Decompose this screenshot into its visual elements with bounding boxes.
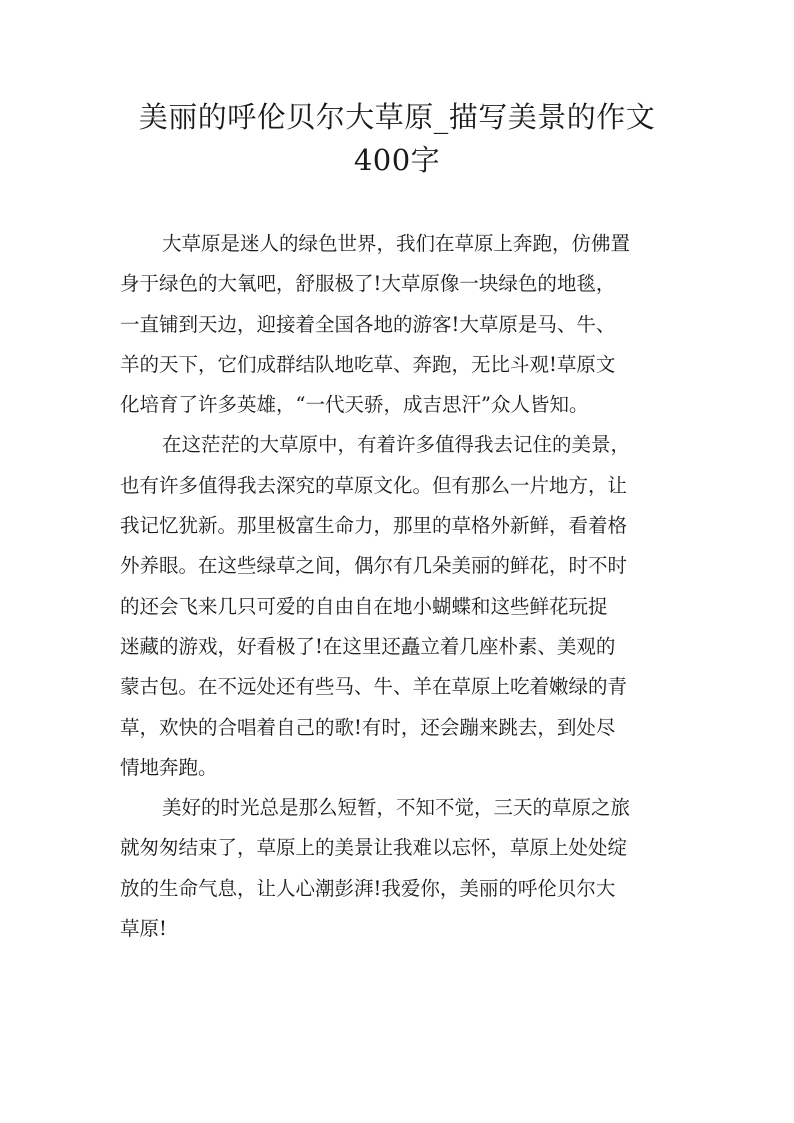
paragraph <box>120 788 680 949</box>
text-line: 也有许多值得我去深究的草原文化。但有那么一片地方，让 <box>120 473 628 497</box>
paragraph <box>120 224 680 425</box>
text-line: 美好的时光总是那么短暂，不知不觉，三天的草原之旅 <box>162 796 631 820</box>
text-line: 就匆匆结束了，草原上的美景让我难以忘怀，草原上处处绽 <box>120 836 628 860</box>
title-line-2: 400字 <box>353 143 441 177</box>
text-line: 的还会飞来几只可爱的自由自在地小蝴蝶和这些鲜花玩捉 <box>120 594 608 618</box>
text-line: 外养眼。在这些绿草之间，偶尔有几朵美丽的鲜花，时不时 <box>120 554 628 578</box>
text-line: 身于绿色的大氧吧，舒服极了!大草原像一块绿色的地毯， <box>120 272 616 296</box>
title-line-1: 美丽的呼伦贝尔大草原_描写美景的作文 <box>138 100 656 134</box>
text-line: 情地奔跑。 <box>120 755 218 779</box>
paragraph <box>120 425 680 788</box>
text-line: 在这茫茫的大草原中，有着许多值得我去记住的美景， <box>162 433 631 457</box>
text-line: 我记忆犹新。那里极富生命力，那里的草格外新鲜，看着格 <box>120 514 628 538</box>
text-line: 化培育了许多英雄，“一代天骄，成吉思汗”众人皆知。 <box>120 393 589 417</box>
text-line: 放的生命气息，让人心潮彭湃!我爱你，美丽的呼伦贝尔大 <box>120 876 616 900</box>
text-line: 蒙古包。在不远处还有些马、牛、羊在草原上吃着嫩绿的青 <box>120 675 628 699</box>
document-title <box>0 96 794 182</box>
text-line: 迷藏的游戏，好看极了!在这里还矗立着几座朴素、美观的 <box>120 634 616 658</box>
text-line: 草，欢快的合唱着自己的歌!有时，还会蹦来跳去，到处尽 <box>120 715 616 739</box>
text-line: 一直铺到天边，迎接着全国各地的游客!大草原是马、牛、 <box>120 312 616 336</box>
text-line: 羊的天下，它们成群结队地吃草、奔跑，无比斗观!草原文 <box>120 352 616 376</box>
document-body <box>120 224 680 949</box>
text-line: 草原! <box>120 917 167 941</box>
text-line: 大草原是迷人的绿色世界，我们在草原上奔跑，仿佛置 <box>162 232 631 255</box>
